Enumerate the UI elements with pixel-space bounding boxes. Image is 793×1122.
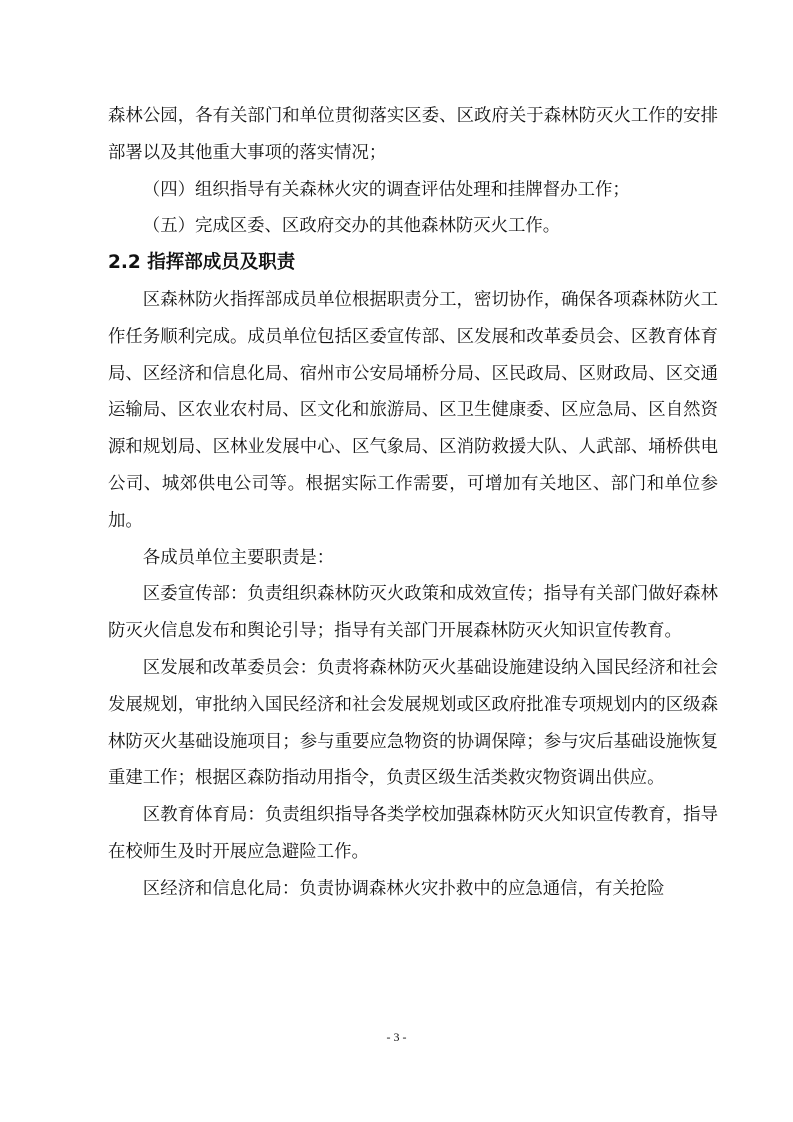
body-paragraph: 区委宣传部：负责组织森林防灭火政策和成效宣传；指导有关部门做好森林防灭火信息发布和舆论引导；指导有关部门开展森林防灭火知识宣传教育。 xyxy=(108,584,718,642)
body-paragraph: （五）完成区委、区政府交办的其他森林防灭火工作。 xyxy=(142,216,561,237)
body-paragraph: 区发展和改革委员会：负责将森林防灭火基础设施建设纳入国民经济和社会发展规划，审批纳入国民经济和社会发展规划或区政府批准专项规划内的区级森林防灭火基础设施项目；参与重要应急物资的协调保障；参与灾后基础设施恢复重建工作；根据区森防指动用指令，负责区级生活类救灾物资调出供应。 xyxy=(108,657,718,789)
body-paragraph: 区经济和信息化局：负责协调森林火灾扑救中的应急通信，有关抢险 xyxy=(142,878,665,899)
section-heading: 2.2 指挥部成员及职责 xyxy=(108,252,296,274)
body-paragraph: （四）组织指导有关森林火灾的调查评估处理和挂牌督办工作； xyxy=(142,179,630,200)
body-paragraph: 区森林防火指挥部成员单位根据职责分工，密切协作，确保各项森林防火工作任务顺利完成。成员单位包括区委宣传部、区发展和改革委员会、区教育体育局、区经济和信息化局、宿州市公安局埇桥分局、区民政局、区财政局、区交通运输局、区农业农村局、区文化和旅游局、区卫生健康委、区应急局、区自然资源和规划局、区林业发展中心、区气象局、区消防救援大队、人武部、埇桥供电公司、城郊供电公司等。根据实际工作需要，可增加有关地区、部门和单位参加。 xyxy=(108,289,718,531)
body-paragraph: 森林公园，各有关部门和单位贯彻落实区委、区政府关于森林防灭火工作的安排部署以及其他重大事项的落实情况； xyxy=(108,106,718,163)
page-number: - 3 - xyxy=(386,1030,407,1044)
body-paragraph: 区教育体育局：负责组织指导各类学校加强森林防灭火知识宣传教育，指导在校师生及时开展应急避险工作。 xyxy=(108,805,718,862)
document-page xyxy=(108,98,718,908)
body-paragraph: 各成员单位主要职责是： xyxy=(142,547,335,568)
